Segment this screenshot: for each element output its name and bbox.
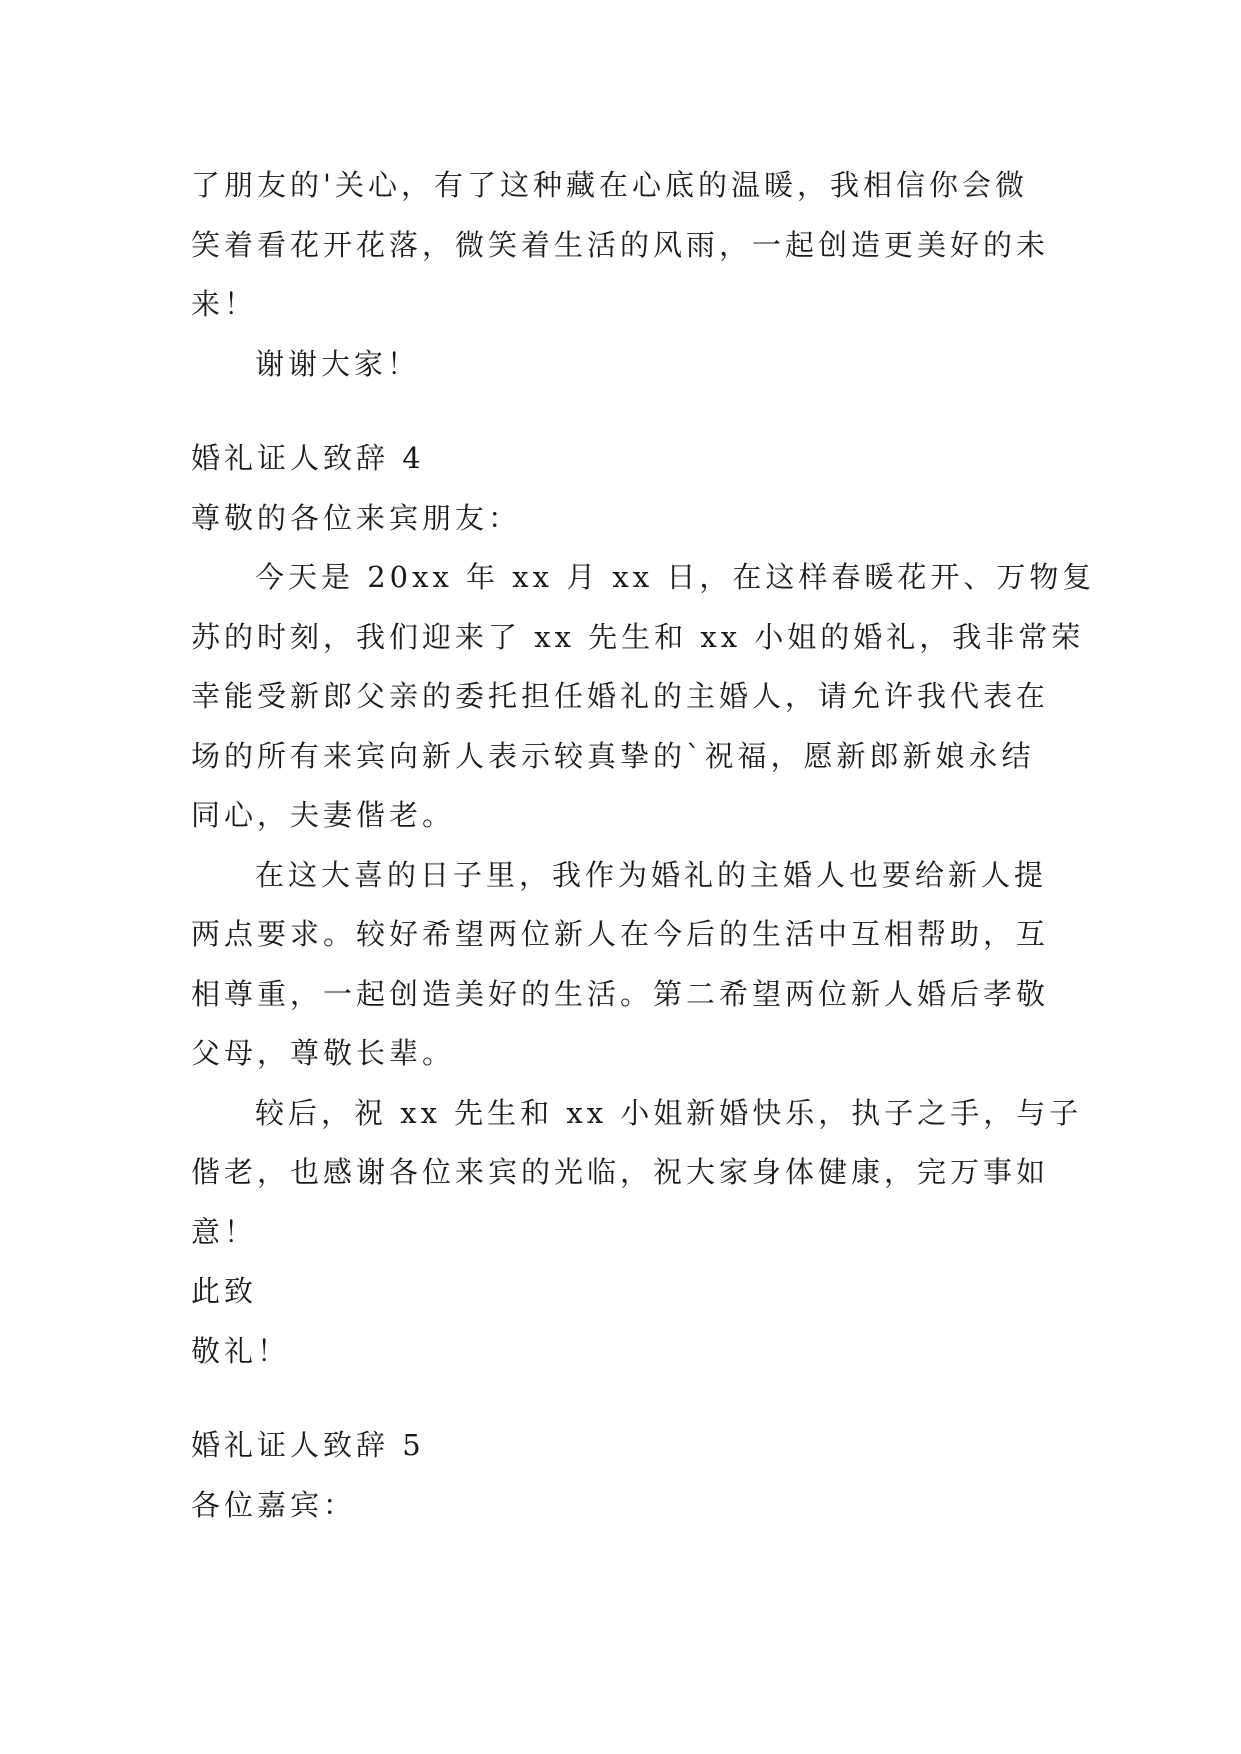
salutation: 尊敬的各位来宾朋友： <box>191 500 522 535</box>
paragraph-line: 父母，尊敬长辈。 <box>191 1036 456 1070</box>
paragraph-line: 今天是 20xx 年 xx 月 xx 日，在这样春暖花开、万物复 <box>255 560 1096 594</box>
paragraph-line: 了朋友的'关心，有了这种藏在心底的温暖，我相信你会微 <box>191 168 1028 202</box>
paragraph-line: 来！ <box>191 287 258 321</box>
paragraph-line: 苏的时刻，我们迎来了 xx 先生和 xx 小姐的婚礼，我非常荣 <box>191 619 1085 654</box>
document-body <box>191 156 1096 1535</box>
paragraph-line: 笑着看花开花落，微笑着生活的风雨，一起创造更美好的未 <box>191 227 1050 262</box>
section-gap <box>191 394 1053 429</box>
section-heading: 婚礼证人致辞 4 <box>191 441 425 475</box>
section-gap <box>191 1381 1053 1416</box>
paragraph-line: 同心，夫妻偕老。 <box>191 798 456 832</box>
paragraph-line: 幸能受新郎父亲的委托担任婚礼的主婚人，请允许我代表在 <box>191 679 1050 713</box>
paragraph-line: 在这大喜的日子里，我作为婚礼的主婚人也要给新人提 <box>255 857 1048 892</box>
paragraph-line: 两点要求。较好希望两位新人在今后的生活中互相帮助，互 <box>191 917 1050 951</box>
closing-line: 敬礼！ <box>191 1333 291 1368</box>
paragraph-line: 意！ <box>191 1214 258 1249</box>
paragraph-line: 相尊重，一起创造美好的生活。第二希望两位新人婚后孝敬 <box>191 976 1050 1011</box>
paragraph-line: 场的所有来宾向新人表示较真挚的`祝福，愿新郎新娘永结 <box>191 738 1035 773</box>
thanks-line: 谢谢大家！ <box>255 346 421 381</box>
closing-line: 此致 <box>191 1274 258 1308</box>
paragraph-line: 偕老，也感谢各位来宾的光临，祝大家身体健康，完万事如 <box>191 1155 1050 1189</box>
paragraph-line: 较后，祝 xx 先生和 xx 小姐新婚快乐，执子之手，与子 <box>255 1095 1083 1130</box>
salutation: 各位嘉宾： <box>191 1487 357 1522</box>
section-heading: 婚礼证人致辞 5 <box>191 1428 425 1462</box>
